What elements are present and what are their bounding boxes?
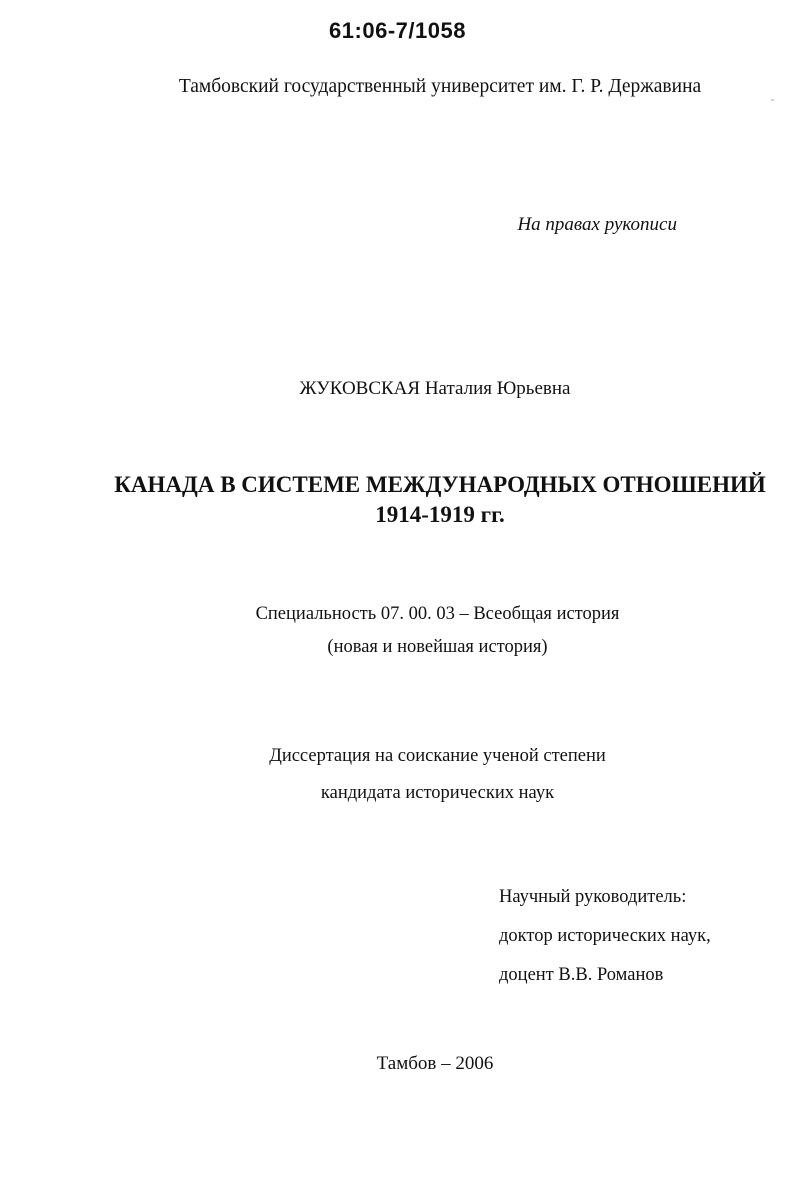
call-number: 61:06-7/1058 bbox=[329, 18, 466, 43]
dissertation-title bbox=[0, 470, 795, 530]
title-line-1: КАНАДА В СИСТЕМЕ МЕЖДУНАРОДНЫХ ОТНОШЕНИЙ bbox=[114, 472, 766, 497]
specialty-line-2: (новая и новейшая история) bbox=[327, 637, 548, 657]
degree-block bbox=[0, 738, 795, 812]
scan-speck bbox=[771, 99, 774, 101]
supervisor-block bbox=[499, 878, 711, 995]
supervisor-name: доцент В.В. Романов bbox=[499, 965, 664, 985]
supervisor-degree: доктор исторических наук, bbox=[499, 926, 711, 946]
supervisor-label: Научный руководитель: bbox=[499, 887, 687, 907]
title-line-2: 1914-1919 гг. bbox=[375, 502, 505, 527]
city-year: Тамбов – 2006 bbox=[376, 1053, 494, 1074]
specialty-block bbox=[0, 598, 795, 664]
specialty-line-1: Специальность 07. 00. 03 – Всеобщая история bbox=[255, 604, 620, 624]
author-name: ЖУКОВСКАЯ Наталия Юрьевна bbox=[299, 378, 571, 399]
degree-line-2: кандидата исторических наук bbox=[320, 783, 555, 803]
institution-name: Тамбовский государственный университет им. Г. Р. Державина bbox=[178, 76, 702, 97]
degree-line-1: Диссертация на соискание ученой степени bbox=[269, 746, 606, 766]
rights-note: На правах рукописи bbox=[517, 214, 677, 235]
